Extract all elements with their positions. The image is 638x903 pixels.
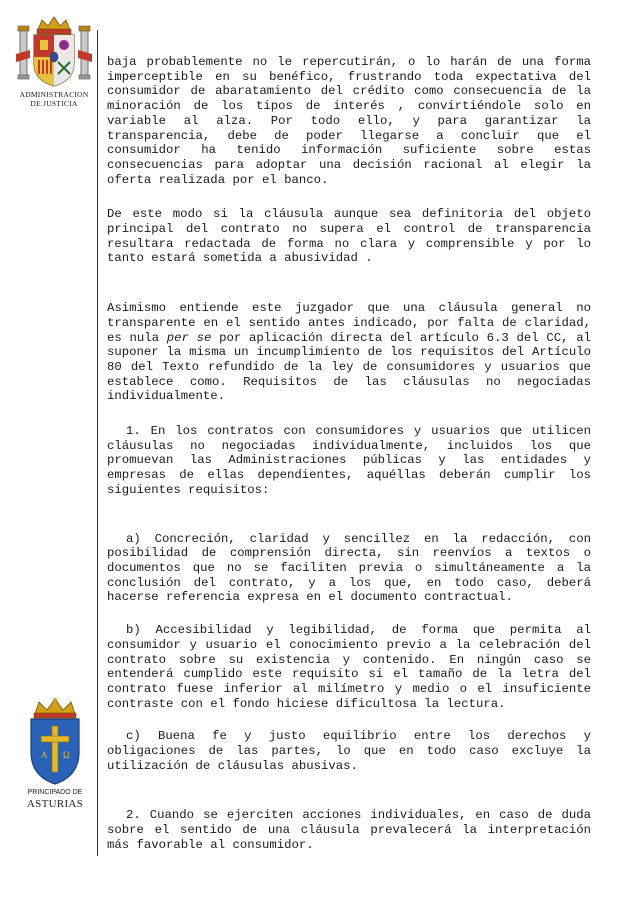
margin-line	[97, 30, 98, 856]
document-body	[107, 55, 591, 853]
requirement-item-b: b) Accesibilidad y legibilidad, de forma que permita al consumidor y usuario el conocimiento previo a la celebración del contrato sobre su existencia y contenido. En ningún caso se entenderá cumplido este requisito si el tamaño de la letra del contrato fuese inferior al milímetro y medio o el insuficiente contraste con el fondo hiciese dificultosa la lectura.	[107, 623, 591, 711]
nullity-text-after: por aplicación directa del artículo 6.3 del CC, al suponer la misma un incumplimiento de los requisitos del Artículo 80 del Texto refundido de la ley de consumidores y usuarios que establece como. Requisitos de las cláusulas no negociadas individualmente.	[107, 330, 591, 404]
nullity-text-before: Asimismo entiende este juzgador que una cláusula general no transparente en el sentido antes indicado, por falta de claridad, es nula	[107, 301, 591, 345]
logo-caption-line2: ASTURIAS	[26, 798, 84, 810]
logo-caption-line1: ADMINISTRACION	[19, 90, 89, 99]
requirement-item-2: 2. Cuando se ejerciten acciones individuales, en caso de duda sobre el sentido de una cláusula prevalecerá la interpretación más favorable al consumidor.	[107, 808, 591, 852]
requirement-item-a: a) Concreción, claridad y sencillez en la redacción, con posibilidad de comprensión directa, sin reenvíos a textos o documentos que no se faciliten previa o simultáneamente a la conclusión del contrato, y a los que, en todo caso, deberá hacerse referencia expresa en el documento contractual.	[107, 531, 591, 605]
asturias-coat-of-arms-icon	[17, 696, 93, 788]
svg-text:Ω: Ω	[63, 750, 70, 760]
paragraph-transparency-control: De este modo si la cláusula aunque sea definitoria del objeto principal del contrato no supera el control de transparencia resultara redactada de forma no clara y comprensible y por lo tanto estará sometida a abusividad .	[107, 207, 591, 266]
requirement-item-c: c) Buena fe y justo equilibrio entre los derechos y obligaciones de las partes, lo que en todo caso excluye la utilización de cláusulas abusivas.	[107, 729, 591, 773]
logo-caption-line1: PRINCIPADO DE	[27, 789, 83, 796]
logo-caption-line2: DE JUSTICIA	[30, 99, 78, 108]
paragraph-nullity	[107, 301, 591, 404]
paragraph-continuation: baja probablemente no le repercutirán, o lo harán de una forma imperceptible en su benéfico, frustrando toda expectativa del consumidor de abaratamiento del crédito como consecuencia de la minoración de los tipos de interés , convirtiéndole solo en variable al alza. Por todo ello, y para garantizar la transparencia, debe de poder llegarse a concluir que el consumidor ha tenido información suficiente sobre estas consecuencias para adoptar una decisión racional al elegir la oferta realizada por el banco.	[107, 55, 591, 187]
per-se-italic: per se	[166, 330, 212, 345]
administracion-de-justicia-logo	[14, 14, 94, 114]
requirement-item-1: 1. En los contratos con consumidores y usuarios que utilicen cláusulas no negociadas individualmente, incluidos los que promuevan las Administraciones públicas y las entidades y empresas de ellas dependientes, aquéllas deberán cumplir los siguientes requisitos:	[107, 424, 591, 497]
spain-coat-of-arms-icon	[14, 14, 94, 88]
svg-text:A: A	[41, 750, 48, 760]
principado-de-asturias-logo	[17, 696, 93, 826]
